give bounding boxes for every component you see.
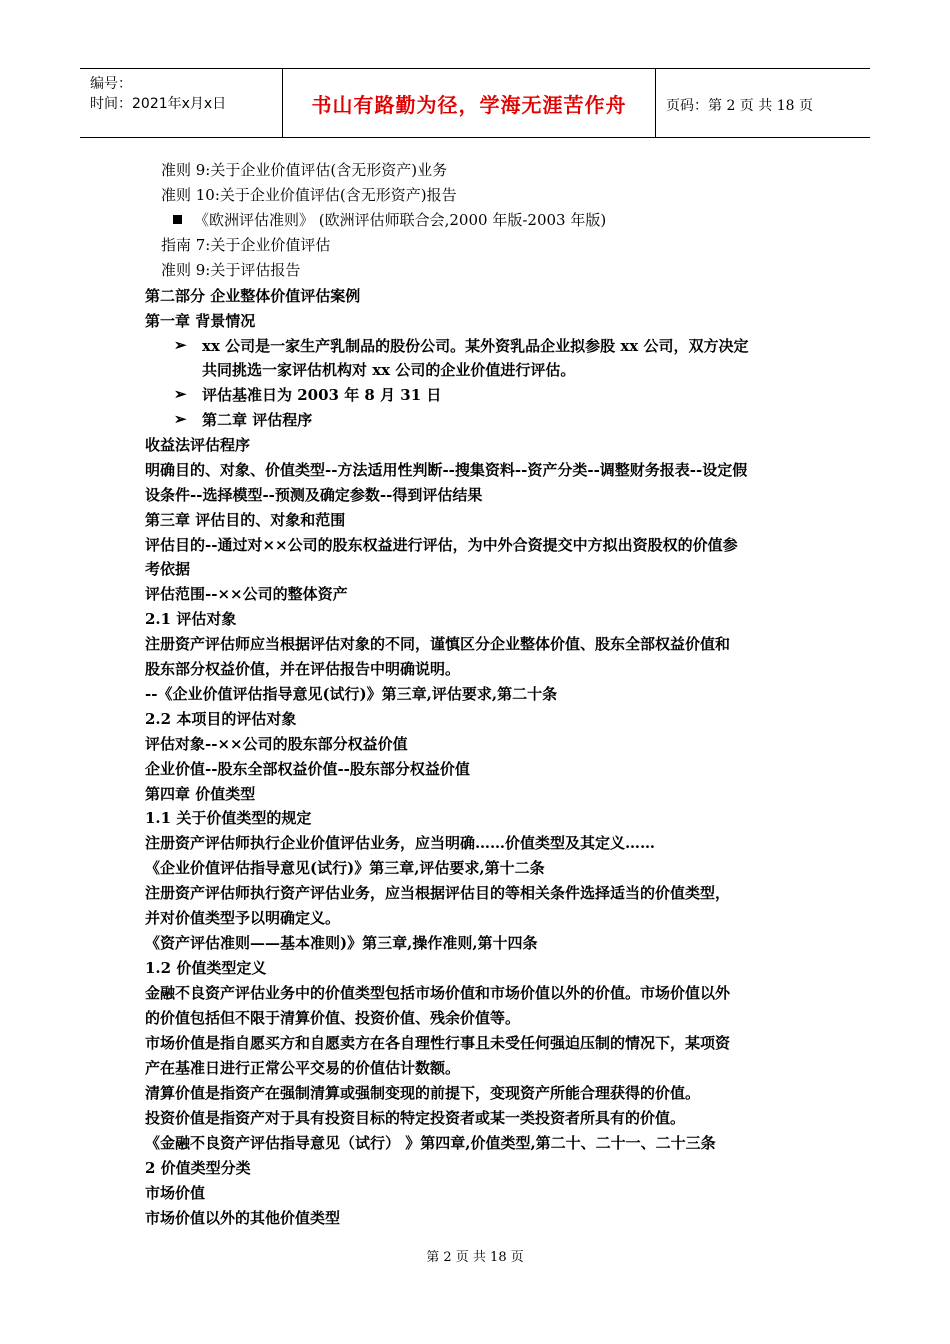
page-info: 页码：第 2 页 共 18 页: [666, 98, 813, 114]
header-meta-cell: [80, 69, 282, 137]
text-line: 注册资产评估师执行企业价值评估业务，应当明确……价值类型及其定义……: [145, 834, 656, 852]
text-line: 产在基准日进行正常公平交易的价值估计数额。: [145, 1059, 461, 1077]
chapter-heading: 第三章 评估目的、对象和范围: [145, 511, 346, 529]
section-heading: 第二部分 企业整体价值评估案例: [145, 287, 361, 305]
text-line: 评估范围--××公司的整体资产: [145, 585, 348, 603]
page-footer: 第 2 页 共 18 页: [426, 1250, 524, 1265]
text-line: 投资价值是指资产对于具有投资目标的特定投资者或某一类投资者所具有的价值。: [145, 1109, 686, 1127]
text-line: 指南 7:关于企业价值评估: [161, 236, 331, 254]
chapter-heading: 第四章 价值类型: [145, 785, 256, 803]
text-line: 企业价值--股东全部权益价值--股东部分权益价值: [145, 760, 470, 778]
text-line: 《欧洲评估准则》 (欧洲评估师联合会,2000 年版-2003 年版): [194, 211, 607, 229]
text-line: 评估基准日为 2003 年 8 月 31 日: [202, 386, 442, 404]
subsection-heading: 2 价值类型分类: [145, 1159, 251, 1177]
text-line: --《企业价值评估指导意见(试行)》第三章,评估要求,第二十条: [145, 685, 558, 703]
bullet-line: [173, 210, 606, 230]
text-line: 清算价值是指资产在强制清算或强制变现的前提下，变现资产所能合理获得的价值。: [145, 1084, 701, 1102]
text-line: 注册资产评估师执行资产评估业务，应当根据评估目的等相关条件选择适当的价值类型，: [145, 884, 731, 902]
subsection-heading: 1.2 价值类型定义: [145, 959, 267, 977]
text-line: 市场价值以外的其他价值类型: [145, 1209, 341, 1227]
text-line: 设条件--选择模型--预测及确定参数--得到评估结果: [145, 486, 483, 504]
text-line: 《金融不良资产评估指导意见（试行） 》第四章,价值类型,第二十、二十一、二十三条: [145, 1134, 716, 1152]
text-line: 评估对象--××公司的股东部分权益价值: [145, 735, 408, 753]
text-line: xx 公司是一家生产乳制品的股份公司。某外资乳品企业拟参股 xx 公司，双方决定: [202, 337, 749, 355]
text-line: 明确目的、对象、价值类型--方法适用性判断--搜集资料--资产分类--调整财务报表--设定假: [145, 461, 748, 479]
text-line: 《资产评估准则——基本准则)》第三章,操作准则,第十四条: [145, 934, 538, 952]
header-page-cell: [656, 69, 870, 137]
text-line: 准则 10:关于企业价值评估(含无形资产)报告: [161, 186, 457, 204]
subsection-heading: 1.1 关于价值类型的规定: [145, 809, 312, 827]
arrow-bullet-icon: ➢: [174, 410, 187, 428]
square-bullet-icon: [173, 215, 182, 224]
text-line: 准则 9:关于评估报告: [161, 261, 301, 279]
page-header: [80, 68, 870, 138]
chapter-heading: 第一章 背景情况: [145, 312, 256, 330]
text-line: 市场价值: [145, 1184, 206, 1202]
subsection-heading: 2.2 本项目的评估对象: [145, 710, 297, 728]
text-line: 共同挑选一家评估机构对 xx 公司的企业价值进行评估。: [202, 361, 576, 379]
text-line: 准则 9:关于企业价值评估(含无形资产)业务: [161, 161, 448, 179]
number-label: 编号：: [90, 76, 132, 92]
text-line: 市场价值是指自愿买方和自愿卖方在各自理性行事且未受任何强迫压制的情况下，某项资: [145, 1034, 731, 1052]
text-line: 收益法评估程序: [145, 436, 251, 454]
motto: 书山有路勤为径，学海无涯苦作舟: [311, 93, 627, 117]
text-line: 评估目的--通过对××公司的股东权益进行评估，为中外合资提交中方拟出资股权的价值参: [145, 536, 738, 554]
header-motto-cell: [282, 69, 656, 137]
subsection-heading: 2.1 评估对象: [145, 610, 237, 628]
text-line: 的价值包括但不限于清算价值、投资价值、残余价值等。: [145, 1009, 521, 1027]
text-line: 股东部分权益价值，并在评估报告中明确说明。: [145, 660, 461, 678]
text-line: 考依据: [145, 560, 191, 578]
text-line: 并对价值类型予以明确定义。: [145, 909, 341, 927]
text-line: 金融不良资产评估业务中的价值类型包括市场价值和市场价值以外的价值。市场价值以外: [145, 984, 731, 1002]
arrow-bullet-icon: ➢: [174, 385, 187, 403]
time-label: 时间：2021年x月x日: [90, 96, 227, 112]
chapter-heading: 第二章 评估程序: [202, 411, 313, 429]
text-line: 注册资产评估师应当根据评估对象的不同，谨慎区分企业整体价值、股东全部权益价值和: [145, 635, 731, 653]
text-line: 《企业价值评估指导意见(试行)》第三章,评估要求,第十二条: [145, 859, 545, 877]
arrow-bullet-icon: ➢: [174, 336, 187, 354]
